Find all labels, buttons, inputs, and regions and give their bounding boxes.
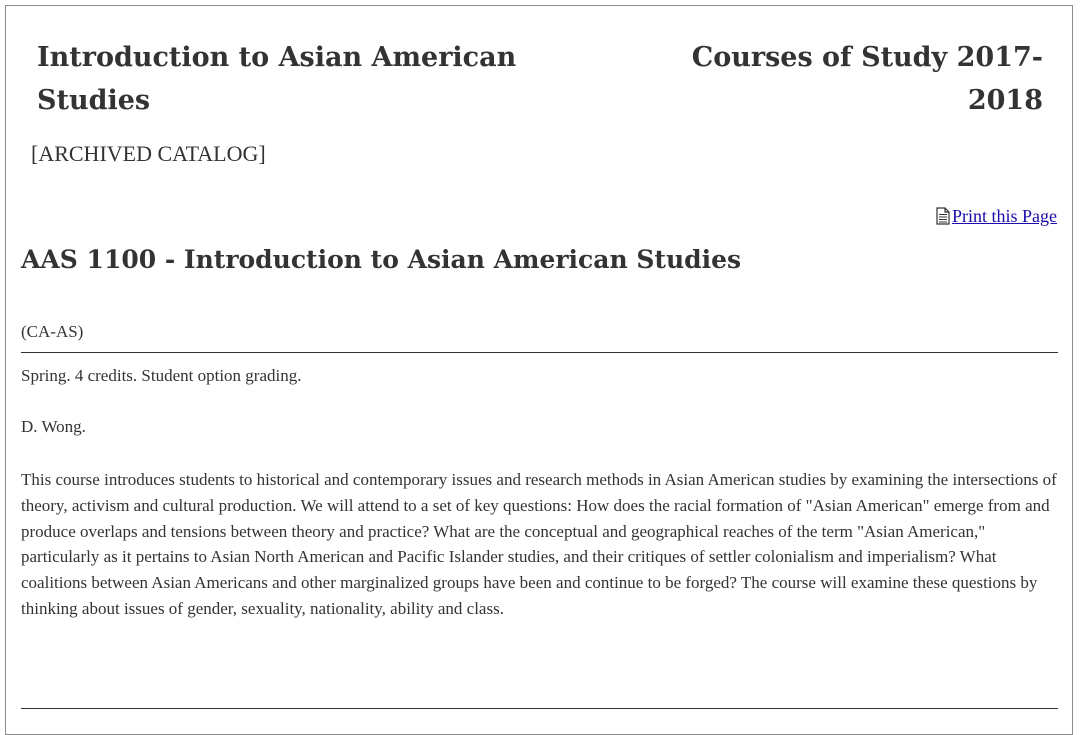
print-page-icon: [936, 207, 950, 225]
divider-bottom: [21, 708, 1058, 709]
print-page-link[interactable]: [936, 204, 1057, 228]
distribution-code: (CA-AS): [21, 322, 84, 341]
course-description: This course introduces students to historical and contemporary issues and research methods in Asian American studies by examining the intersections of theory, activism and cultural production. We will attend to a set of key questions: How does the racial formation of "Asian American" emerge from and produce overlaps and tensions between theory and practice? What are the conceptual and geographical reaches of the term "Asian American," particularly as it pertains to Asian North American and Pacific Islander studies, and their critiques of settler colonialism and imperialism? What coalitions between Asian Americans and other marginalized groups have been and continue to be forged? The course will examine these questions by thinking about issues of gender, sexuality, nationality, ability and class.: [21, 470, 1057, 618]
catalog-name: Courses of Study 2017-2018: [691, 42, 1043, 116]
page-title: Introduction to Asian American Studies: [37, 42, 517, 116]
course-offering: Spring. 4 credits. Student option grading.: [21, 366, 302, 385]
course-instructor: D. Wong.: [21, 417, 86, 436]
course-title: AAS 1100 - Introduction to Asian American Studies: [21, 245, 742, 274]
archived-catalog-label: [ARCHIVED CATALOG]: [31, 141, 266, 166]
divider-top: [21, 352, 1058, 353]
print-page-label[interactable]: Print this Page: [951, 206, 1057, 226]
